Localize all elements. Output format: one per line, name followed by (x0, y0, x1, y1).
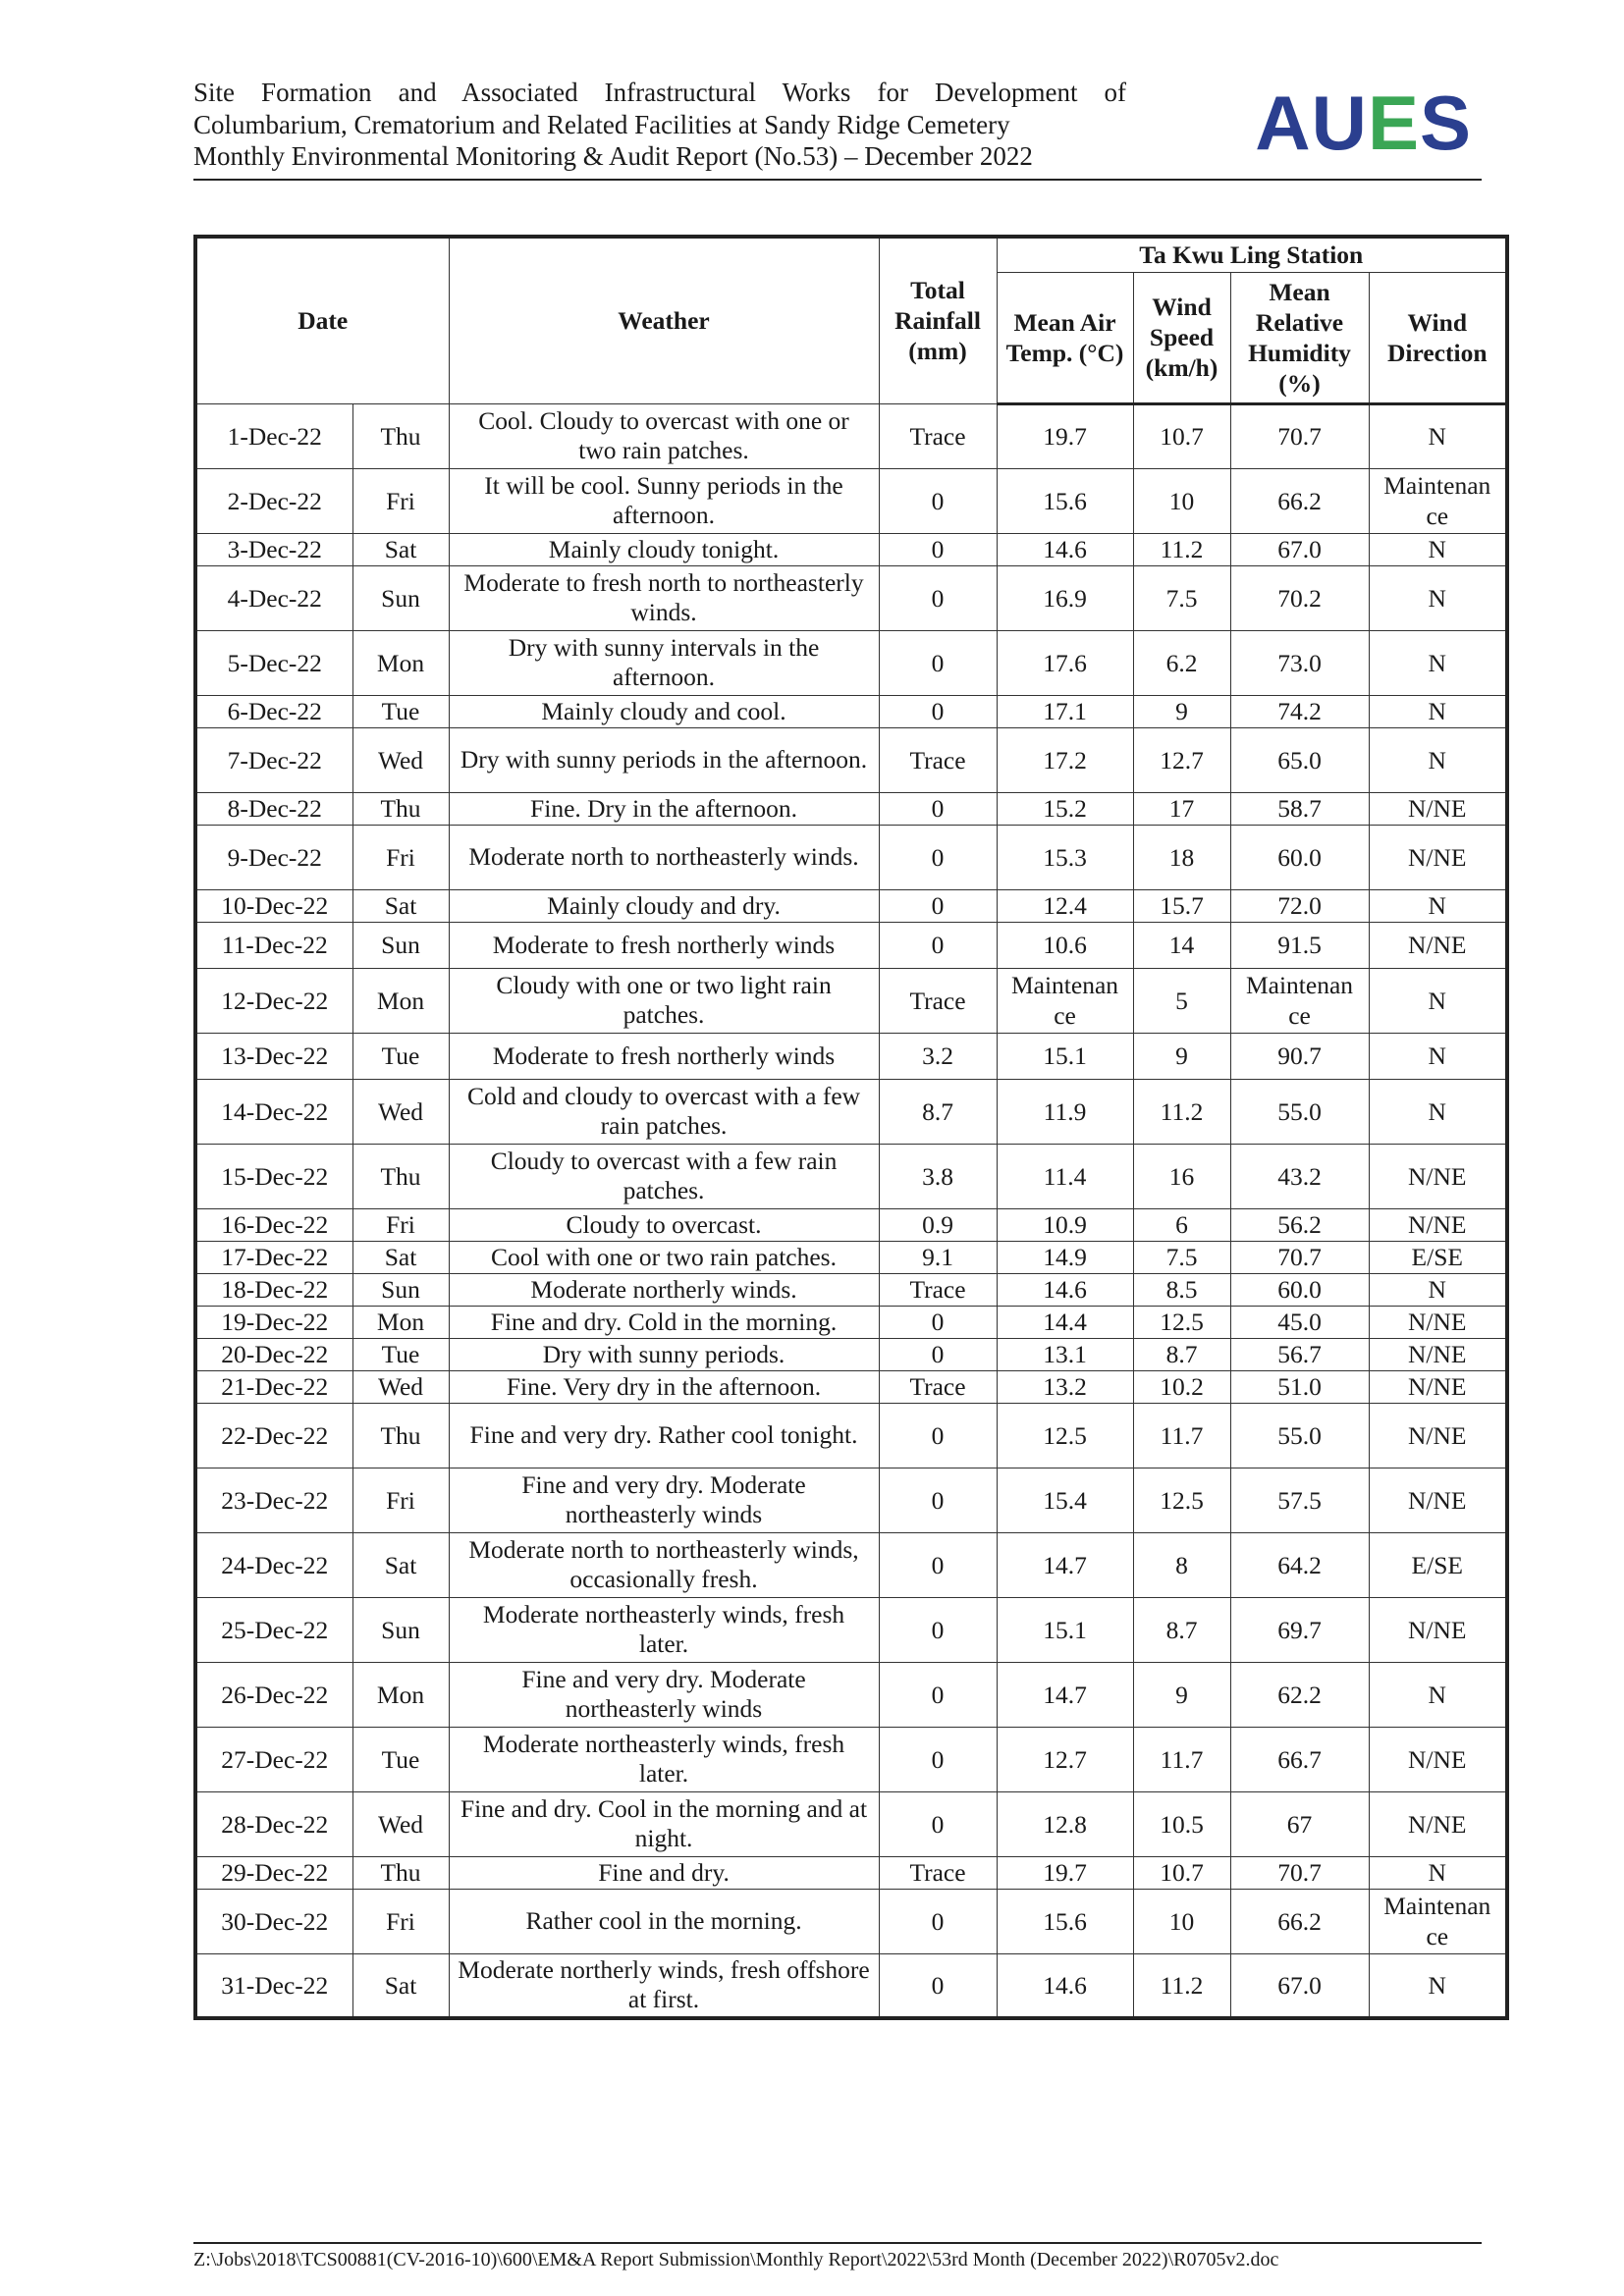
cell-date: 2-Dec-22 (195, 468, 352, 533)
table-row (195, 922, 1507, 968)
header-station: Ta Kwu Ling Station (997, 237, 1507, 272)
cell-weather: It will be cool. Sunny periods in the afternoon. (449, 468, 879, 533)
cell-wind: 10.7 (1133, 1856, 1230, 1889)
cell-temp: 17.1 (997, 695, 1133, 727)
cell-temp: 14.9 (997, 1241, 1133, 1273)
cell-rain: 0 (879, 1953, 997, 2018)
weather-table (193, 235, 1509, 2020)
cell-temp: 14.4 (997, 1306, 1133, 1338)
cell-rh: 60.0 (1230, 825, 1369, 889)
table-row (195, 1662, 1507, 1727)
cell-wind: 16 (1133, 1144, 1230, 1208)
cell-dir: N/NE (1369, 1791, 1507, 1856)
cell-rh: 70.2 (1230, 565, 1369, 630)
table-row (195, 727, 1507, 792)
cell-date: 26-Dec-22 (195, 1662, 352, 1727)
cell-wind: 12.5 (1133, 1306, 1230, 1338)
cell-wind: 11.7 (1133, 1727, 1230, 1791)
table-row (195, 695, 1507, 727)
cell-day: Sun (352, 922, 449, 968)
cell-weather: Fine and dry. (449, 1856, 879, 1889)
cell-weather: Dry with sunny periods. (449, 1338, 879, 1370)
table-row (195, 533, 1507, 565)
cell-day: Fri (352, 468, 449, 533)
cell-dir: N (1369, 565, 1507, 630)
cell-rh: 45.0 (1230, 1306, 1369, 1338)
cell-rh: 60.0 (1230, 1273, 1369, 1306)
cell-dir: N (1369, 1273, 1507, 1306)
cell-rain: Trace (879, 403, 997, 468)
cell-date: 22-Dec-22 (195, 1403, 352, 1468)
cell-day: Wed (352, 727, 449, 792)
cell-weather: Cloudy with one or two light rain patches. (449, 968, 879, 1033)
cell-wind: 9 (1133, 1033, 1230, 1079)
cell-weather: Cool with one or two rain patches. (449, 1241, 879, 1273)
cell-day: Mon (352, 1306, 449, 1338)
cell-wind: 9 (1133, 695, 1230, 727)
cell-wind: 10.7 (1133, 403, 1230, 468)
cell-date: 27-Dec-22 (195, 1727, 352, 1791)
table-row (195, 1468, 1507, 1532)
cell-wind: 7.5 (1133, 1241, 1230, 1273)
cell-rh: 66.2 (1230, 468, 1369, 533)
table-row (195, 1889, 1507, 1953)
cell-rain: 3.2 (879, 1033, 997, 1079)
cell-date: 21-Dec-22 (195, 1370, 352, 1403)
cell-rh: 58.7 (1230, 792, 1369, 825)
cell-day: Thu (352, 1403, 449, 1468)
cell-wind: 8.7 (1133, 1597, 1230, 1662)
cell-date: 15-Dec-22 (195, 1144, 352, 1208)
cell-weather: Moderate northeasterly winds, fresh later. (449, 1597, 879, 1662)
cell-dir: N/NE (1369, 825, 1507, 889)
cell-temp: 11.9 (997, 1079, 1133, 1144)
cell-wind: 8 (1133, 1532, 1230, 1597)
cell-day: Sat (352, 889, 449, 922)
report-title-line-3: Monthly Environmental Monitoring & Audit Report (No.53) – December 2022 (193, 141, 1033, 171)
cell-temp: 13.2 (997, 1370, 1133, 1403)
cell-day: Fri (352, 1468, 449, 1532)
cell-dir: N/NE (1369, 1597, 1507, 1662)
cell-day: Mon (352, 968, 449, 1033)
cell-temp: 15.2 (997, 792, 1133, 825)
cell-dir: N (1369, 1953, 1507, 2018)
cell-rh: 91.5 (1230, 922, 1369, 968)
cell-weather: Mainly cloudy tonight. (449, 533, 879, 565)
cell-rain: 0.9 (879, 1208, 997, 1241)
cell-date: 30-Dec-22 (195, 1889, 352, 1953)
cell-rain: Trace (879, 1856, 997, 1889)
cell-temp: 15.3 (997, 825, 1133, 889)
cell-weather: Dry with sunny periods in the afternoon. (449, 727, 879, 792)
cell-temp: 17.6 (997, 630, 1133, 695)
cell-dir: N (1369, 695, 1507, 727)
cell-rain: 0 (879, 1889, 997, 1953)
cell-temp: Maintenan ce (997, 968, 1133, 1033)
table-row (195, 1241, 1507, 1273)
cell-wind: 12.7 (1133, 727, 1230, 792)
cell-date: 20-Dec-22 (195, 1338, 352, 1370)
report-title-line-1: Site Formation and Associated Infrastructural Works for Development of (193, 78, 1126, 107)
cell-day: Thu (352, 792, 449, 825)
cell-temp: 14.7 (997, 1532, 1133, 1597)
cell-day: Wed (352, 1079, 449, 1144)
cell-weather: Fine. Dry in the afternoon. (449, 792, 879, 825)
cell-rh: 65.0 (1230, 727, 1369, 792)
cell-temp: 15.1 (997, 1033, 1133, 1079)
cell-temp: 11.4 (997, 1144, 1133, 1208)
cell-rain: Trace (879, 1370, 997, 1403)
cell-wind: 14 (1133, 922, 1230, 968)
table-row (195, 630, 1507, 695)
cell-rain: Trace (879, 968, 997, 1033)
cell-rh: 64.2 (1230, 1532, 1369, 1597)
cell-wind: 8.5 (1133, 1273, 1230, 1306)
table-row (195, 1144, 1507, 1208)
cell-weather: Cool. Cloudy to overcast with one or two rain patches. (449, 403, 879, 468)
header-humidity: Mean Relative Humidity (%) (1230, 272, 1369, 403)
cell-rain: 0 (879, 889, 997, 922)
cell-weather: Moderate north to northeasterly winds, occasionally fresh. (449, 1532, 879, 1597)
cell-date: 17-Dec-22 (195, 1241, 352, 1273)
cell-temp: 19.7 (997, 1856, 1133, 1889)
cell-rh: 57.5 (1230, 1468, 1369, 1532)
cell-date: 9-Dec-22 (195, 825, 352, 889)
cell-weather: Fine and dry. Cold in the morning. (449, 1306, 879, 1338)
cell-date: 18-Dec-22 (195, 1273, 352, 1306)
aues-logo: AUES (1255, 80, 1472, 166)
cell-wind: 12.5 (1133, 1468, 1230, 1532)
cell-rh: 62.2 (1230, 1662, 1369, 1727)
cell-rh: 55.0 (1230, 1079, 1369, 1144)
table-row (195, 825, 1507, 889)
page-header (193, 77, 1482, 181)
cell-weather: Fine. Very dry in the afternoon. (449, 1370, 879, 1403)
cell-weather: Dry with sunny intervals in the afternoon. (449, 630, 879, 695)
cell-day: Sun (352, 1273, 449, 1306)
cell-dir: N/NE (1369, 1403, 1507, 1468)
cell-rh: 51.0 (1230, 1370, 1369, 1403)
cell-day: Fri (352, 825, 449, 889)
cell-temp: 15.4 (997, 1468, 1133, 1532)
cell-rh: 74.2 (1230, 695, 1369, 727)
header-date: Date (195, 237, 449, 403)
cell-temp: 10.6 (997, 922, 1133, 968)
cell-temp: 14.6 (997, 1273, 1133, 1306)
cell-rh: 66.2 (1230, 1889, 1369, 1953)
cell-date: 24-Dec-22 (195, 1532, 352, 1597)
cell-rh: 72.0 (1230, 889, 1369, 922)
cell-date: 19-Dec-22 (195, 1306, 352, 1338)
cell-wind: 8.7 (1133, 1338, 1230, 1370)
table-row (195, 1208, 1507, 1241)
cell-rain: Trace (879, 1273, 997, 1306)
cell-date: 1-Dec-22 (195, 403, 352, 468)
table-row (195, 565, 1507, 630)
cell-day: Thu (352, 1856, 449, 1889)
cell-weather: Mainly cloudy and dry. (449, 889, 879, 922)
cell-wind: 15.7 (1133, 889, 1230, 922)
cell-temp: 14.7 (997, 1662, 1133, 1727)
cell-dir: N/NE (1369, 1338, 1507, 1370)
cell-date: 6-Dec-22 (195, 695, 352, 727)
cell-dir: N/NE (1369, 1370, 1507, 1403)
cell-date: 5-Dec-22 (195, 630, 352, 695)
cell-temp: 14.6 (997, 1953, 1133, 2018)
cell-rain: 0 (879, 1532, 997, 1597)
cell-dir: N (1369, 1856, 1507, 1889)
cell-rain: 8.7 (879, 1079, 997, 1144)
cell-dir: Maintenan ce (1369, 1889, 1507, 1953)
cell-day: Fri (352, 1208, 449, 1241)
cell-rh: 67 (1230, 1791, 1369, 1856)
cell-date: 4-Dec-22 (195, 565, 352, 630)
cell-rh: 56.7 (1230, 1338, 1369, 1370)
table-row (195, 968, 1507, 1033)
cell-rain: 0 (879, 468, 997, 533)
cell-rain: 0 (879, 1597, 997, 1662)
cell-rh: 90.7 (1230, 1033, 1369, 1079)
cell-day: Tue (352, 1727, 449, 1791)
cell-weather: Moderate northerly winds. (449, 1273, 879, 1306)
cell-rain: 0 (879, 630, 997, 695)
cell-date: 25-Dec-22 (195, 1597, 352, 1662)
table-row (195, 1403, 1507, 1468)
cell-rh: 56.2 (1230, 1208, 1369, 1241)
cell-temp: 15.1 (997, 1597, 1133, 1662)
cell-date: 12-Dec-22 (195, 968, 352, 1033)
cell-day: Sat (352, 1953, 449, 2018)
cell-date: 3-Dec-22 (195, 533, 352, 565)
cell-rh: 69.7 (1230, 1597, 1369, 1662)
cell-temp: 10.9 (997, 1208, 1133, 1241)
cell-dir: N (1369, 968, 1507, 1033)
cell-wind: 6 (1133, 1208, 1230, 1241)
cell-dir: Maintenan ce (1369, 468, 1507, 533)
cell-wind: 10 (1133, 468, 1230, 533)
cell-weather: Moderate northerly winds, fresh offshore at first. (449, 1953, 879, 2018)
cell-dir: N (1369, 889, 1507, 922)
cell-rain: 0 (879, 695, 997, 727)
cell-temp: 12.8 (997, 1791, 1133, 1856)
cell-rain: 0 (879, 922, 997, 968)
table-row (195, 1791, 1507, 1856)
table-row (195, 1338, 1507, 1370)
cell-day: Sun (352, 565, 449, 630)
cell-rain: 3.8 (879, 1144, 997, 1208)
cell-dir: N (1369, 630, 1507, 695)
header-wind-speed: Wind Speed (km/h) (1133, 272, 1230, 403)
cell-date: 8-Dec-22 (195, 792, 352, 825)
cell-dir: N/NE (1369, 1306, 1507, 1338)
cell-dir: N/NE (1369, 1208, 1507, 1241)
cell-weather: Mainly cloudy and cool. (449, 695, 879, 727)
cell-temp: 15.6 (997, 468, 1133, 533)
cell-weather: Cloudy to overcast. (449, 1208, 879, 1241)
cell-date: 28-Dec-22 (195, 1791, 352, 1856)
cell-wind: 18 (1133, 825, 1230, 889)
cell-rain: 0 (879, 1468, 997, 1532)
cell-temp: 13.1 (997, 1338, 1133, 1370)
cell-rain: 0 (879, 565, 997, 630)
cell-rh: 55.0 (1230, 1403, 1369, 1468)
cell-day: Sun (352, 1597, 449, 1662)
cell-weather: Fine and very dry. Rather cool tonight. (449, 1403, 879, 1468)
cell-dir: N/NE (1369, 1468, 1507, 1532)
cell-weather: Cold and cloudy to overcast with a few rain patches. (449, 1079, 879, 1144)
table-row (195, 1532, 1507, 1597)
cell-dir: N (1369, 533, 1507, 565)
cell-weather: Fine and very dry. Moderate northeasterly winds (449, 1662, 879, 1727)
cell-temp: 16.9 (997, 565, 1133, 630)
table-row (195, 1033, 1507, 1079)
cell-weather: Moderate to fresh northerly winds (449, 922, 879, 968)
cell-dir: N (1369, 1033, 1507, 1079)
cell-day: Wed (352, 1370, 449, 1403)
cell-date: 10-Dec-22 (195, 889, 352, 922)
cell-rain: 0 (879, 825, 997, 889)
cell-dir: N/NE (1369, 792, 1507, 825)
cell-temp: 17.2 (997, 727, 1133, 792)
cell-dir: N/NE (1369, 1727, 1507, 1791)
cell-rh: 67.0 (1230, 533, 1369, 565)
cell-dir: N (1369, 727, 1507, 792)
header-weather: Weather (449, 237, 879, 403)
table-row (195, 1079, 1507, 1144)
table-row (195, 1370, 1507, 1403)
cell-day: Thu (352, 1144, 449, 1208)
header-rainfall: Total Rainfall (mm) (879, 237, 997, 403)
cell-day: Sat (352, 1532, 449, 1597)
cell-rain: 0 (879, 1306, 997, 1338)
cell-weather: Moderate to fresh northerly winds (449, 1033, 879, 1079)
cell-date: 14-Dec-22 (195, 1079, 352, 1144)
cell-day: Fri (352, 1889, 449, 1953)
cell-day: Sat (352, 533, 449, 565)
cell-date: 29-Dec-22 (195, 1856, 352, 1889)
cell-date: 13-Dec-22 (195, 1033, 352, 1079)
cell-weather: Moderate northeasterly winds, fresh later. (449, 1727, 879, 1791)
cell-weather: Moderate north to northeasterly winds. (449, 825, 879, 889)
cell-date: 31-Dec-22 (195, 1953, 352, 2018)
table-row (195, 1306, 1507, 1338)
table-body (195, 403, 1507, 2018)
cell-day: Mon (352, 630, 449, 695)
cell-dir: N (1369, 1662, 1507, 1727)
cell-dir: N/NE (1369, 1144, 1507, 1208)
cell-weather: Fine and very dry. Moderate northeasterly winds (449, 1468, 879, 1532)
cell-day: Wed (352, 1791, 449, 1856)
cell-wind: 11.2 (1133, 1079, 1230, 1144)
cell-temp: 12.5 (997, 1403, 1133, 1468)
cell-temp: 14.6 (997, 533, 1133, 565)
cell-wind: 9 (1133, 1662, 1230, 1727)
cell-day: Tue (352, 1338, 449, 1370)
cell-day: Tue (352, 695, 449, 727)
cell-day: Mon (352, 1662, 449, 1727)
cell-rain: 0 (879, 1662, 997, 1727)
cell-rh: 70.7 (1230, 1856, 1369, 1889)
table-row (195, 889, 1507, 922)
file-path-footer: Z:\Jobs\2018\TCS00881(CV-2016-10)\600\EM&A Report Submission\Monthly Report\2022\53rd Month (December 2022)\R0705v2.doc (193, 2242, 1482, 2271)
cell-temp: 15.6 (997, 1889, 1133, 1953)
table-row (195, 1273, 1507, 1306)
cell-rain: 0 (879, 1403, 997, 1468)
cell-wind: 10.5 (1133, 1791, 1230, 1856)
cell-rain: 9.1 (879, 1241, 997, 1273)
cell-rain: 0 (879, 1727, 997, 1791)
table-row (195, 1597, 1507, 1662)
cell-temp: 12.4 (997, 889, 1133, 922)
cell-dir: N (1369, 403, 1507, 468)
cell-date: 16-Dec-22 (195, 1208, 352, 1241)
cell-rh: 70.7 (1230, 1241, 1369, 1273)
cell-rh: 67.0 (1230, 1953, 1369, 2018)
report-title-line-2: Columbarium, Crematorium and Related Facilities at Sandy Ridge Cemetery (193, 109, 1010, 139)
cell-temp: 19.7 (997, 403, 1133, 468)
table-row (195, 1856, 1507, 1889)
table-row (195, 1727, 1507, 1791)
cell-rain: 0 (879, 1338, 997, 1370)
header-wind-direction: Wind Direction (1369, 272, 1507, 403)
cell-weather: Rather cool in the morning. (449, 1889, 879, 1953)
cell-wind: 11.7 (1133, 1403, 1230, 1468)
cell-rain: Trace (879, 727, 997, 792)
cell-dir: E/SE (1369, 1241, 1507, 1273)
cell-dir: E/SE (1369, 1532, 1507, 1597)
cell-rh: 66.7 (1230, 1727, 1369, 1791)
table-row (195, 403, 1507, 468)
cell-wind: 11.2 (1133, 1953, 1230, 2018)
cell-date: 23-Dec-22 (195, 1468, 352, 1532)
cell-day: Thu (352, 403, 449, 468)
cell-rh: Maintenan ce (1230, 968, 1369, 1033)
cell-day: Sat (352, 1241, 449, 1273)
cell-dir: N (1369, 1079, 1507, 1144)
cell-rh: 43.2 (1230, 1144, 1369, 1208)
cell-rh: 73.0 (1230, 630, 1369, 695)
cell-wind: 11.2 (1133, 533, 1230, 565)
table-row (195, 792, 1507, 825)
header-temp: Mean Air Temp. (°C) (997, 272, 1133, 403)
table-row (195, 468, 1507, 533)
cell-rh: 70.7 (1230, 403, 1369, 468)
cell-temp: 12.7 (997, 1727, 1133, 1791)
cell-day: Tue (352, 1033, 449, 1079)
cell-date: 7-Dec-22 (195, 727, 352, 792)
report-title (193, 77, 1126, 173)
cell-rain: 0 (879, 792, 997, 825)
table-row (195, 1953, 1507, 2018)
cell-dir: N/NE (1369, 922, 1507, 968)
cell-rain: 0 (879, 533, 997, 565)
cell-wind: 10 (1133, 1889, 1230, 1953)
cell-weather: Moderate to fresh north to northeasterly winds. (449, 565, 879, 630)
cell-weather: Cloudy to overcast with a few rain patches. (449, 1144, 879, 1208)
cell-wind: 6.2 (1133, 630, 1230, 695)
cell-wind: 10.2 (1133, 1370, 1230, 1403)
cell-rain: 0 (879, 1791, 997, 1856)
cell-wind: 5 (1133, 968, 1230, 1033)
cell-wind: 17 (1133, 792, 1230, 825)
cell-date: 11-Dec-22 (195, 922, 352, 968)
cell-wind: 7.5 (1133, 565, 1230, 630)
cell-weather: Fine and dry. Cool in the morning and at night. (449, 1791, 879, 1856)
